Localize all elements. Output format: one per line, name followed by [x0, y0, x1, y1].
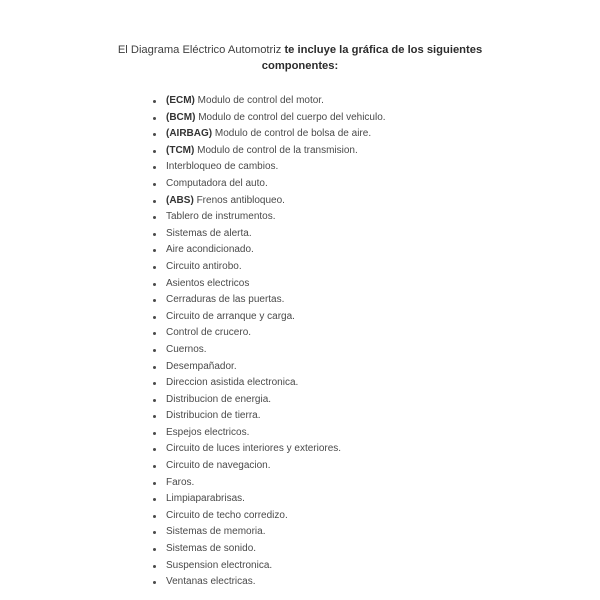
item-text: Circuito de arranque y carga. — [166, 310, 295, 322]
bullet-icon — [153, 200, 156, 203]
list-item — [150, 159, 386, 176]
bullet-icon — [153, 548, 156, 551]
bullet-icon — [153, 399, 156, 402]
bullet-icon — [153, 249, 156, 252]
item-text: Computadora del auto. — [166, 177, 268, 189]
bullet-icon — [153, 465, 156, 468]
item-text: Circuito de navegacion. — [166, 460, 271, 472]
item-text: Frenos antibloqueo. — [196, 194, 285, 206]
item-text: Asientos electricos — [166, 277, 250, 289]
item-text: Circuito de luces interiores y exteriores. — [166, 443, 342, 455]
list-item — [150, 408, 386, 425]
list-item — [150, 441, 386, 458]
item-text: Direccion asistida electronica. — [166, 377, 299, 389]
item-text: Cuernos. — [166, 343, 207, 355]
list-item — [150, 276, 386, 293]
list-item — [150, 325, 386, 342]
list-item — [150, 475, 386, 492]
bullet-icon — [153, 515, 156, 518]
list-item — [150, 375, 386, 392]
list-item — [150, 259, 386, 276]
list-item — [150, 242, 386, 259]
intro-plain-text: El Diagrama Eléctrico Automotriz — [117, 44, 282, 56]
bullet-icon — [153, 366, 156, 369]
item-text: Sistemas de alerta. — [166, 227, 252, 239]
bullet-icon — [153, 482, 156, 485]
item-text: Circuito antirobo. — [166, 260, 242, 272]
item-text: Distribucion de energia. — [166, 393, 272, 405]
item-text: Modulo de control de la transmision. — [197, 144, 358, 156]
bullet-icon — [153, 216, 156, 219]
list-item — [150, 193, 386, 210]
list-item — [150, 226, 386, 243]
bullet-icon — [153, 133, 156, 136]
list-item — [150, 491, 386, 508]
bullet-icon — [153, 415, 156, 418]
item-text: Aire acondicionado. — [166, 244, 254, 256]
bullet-icon — [153, 283, 156, 286]
item-text: Ventanas electricas. — [166, 576, 256, 588]
bullet-icon — [153, 100, 156, 103]
item-text: Interbloqueo de cambios. — [166, 161, 279, 173]
intro-bold-text: te incluye la gráfica de los siguientes — [284, 44, 483, 56]
list-item — [150, 143, 386, 160]
list-item — [150, 458, 386, 475]
intro-bold-text-continued: componentes: — [261, 60, 339, 72]
item-abbreviation: (BCM) — [166, 111, 196, 123]
list-item — [150, 508, 386, 525]
bullet-icon — [153, 432, 156, 435]
bullet-icon — [153, 166, 156, 169]
item-text: Control de crucero. — [166, 327, 252, 339]
item-text: Modulo de control del cuerpo del vehiculo. — [198, 111, 386, 123]
bullet-icon — [153, 233, 156, 236]
list-item — [150, 392, 386, 409]
item-text: Sistemas de memoria. — [166, 526, 266, 538]
bullet-icon — [153, 349, 156, 352]
item-abbreviation: (ABS) — [166, 194, 194, 206]
bullet-icon — [153, 565, 156, 568]
list-item — [150, 359, 386, 376]
item-text: Modulo de control del motor. — [197, 95, 324, 106]
item-text: Tablero de instrumentos. — [166, 211, 276, 223]
bullet-icon — [153, 448, 156, 451]
item-text: Desempañador. — [166, 360, 237, 372]
bullet-icon — [153, 183, 156, 186]
bullet-icon — [153, 332, 156, 335]
item-text: Suspension electronica. — [166, 559, 273, 571]
bullet-icon — [153, 581, 156, 584]
list-item — [150, 209, 386, 226]
list-item — [150, 176, 386, 193]
intro-paragraph — [0, 42, 600, 74]
list-item — [150, 574, 386, 591]
list-item — [150, 110, 386, 127]
item-text: Modulo de control de bolsa de aire. — [214, 128, 372, 140]
list-item — [150, 524, 386, 541]
component-list — [150, 93, 386, 591]
bullet-icon — [153, 382, 156, 385]
item-text: Limpiaparabrisas. — [166, 493, 245, 505]
list-item — [150, 126, 386, 143]
list-item — [150, 292, 386, 309]
bullet-icon — [153, 498, 156, 501]
bullet-icon — [153, 531, 156, 534]
item-text: Circuito de techo corredizo. — [166, 509, 288, 521]
item-text: Espejos electricos. — [166, 426, 250, 438]
bullet-icon — [153, 316, 156, 319]
item-text: Sistemas de sonido. — [166, 543, 257, 555]
item-text: Faros. — [166, 476, 195, 488]
list-item — [150, 342, 386, 359]
list-item — [150, 93, 386, 110]
item-text: Distribucion de tierra. — [166, 410, 261, 422]
bullet-icon — [153, 117, 156, 120]
bullet-icon — [153, 266, 156, 269]
bullet-icon — [153, 299, 156, 302]
list-item — [150, 309, 386, 326]
list-item — [150, 541, 386, 558]
item-abbreviation: (AIRBAG) — [166, 128, 213, 140]
item-abbreviation: (ECM) — [166, 95, 195, 106]
bullet-icon — [153, 150, 156, 153]
item-abbreviation: (TCM) — [166, 144, 195, 156]
list-item — [150, 558, 386, 575]
item-text: Cerraduras de las puertas. — [166, 294, 285, 306]
list-item — [150, 425, 386, 442]
